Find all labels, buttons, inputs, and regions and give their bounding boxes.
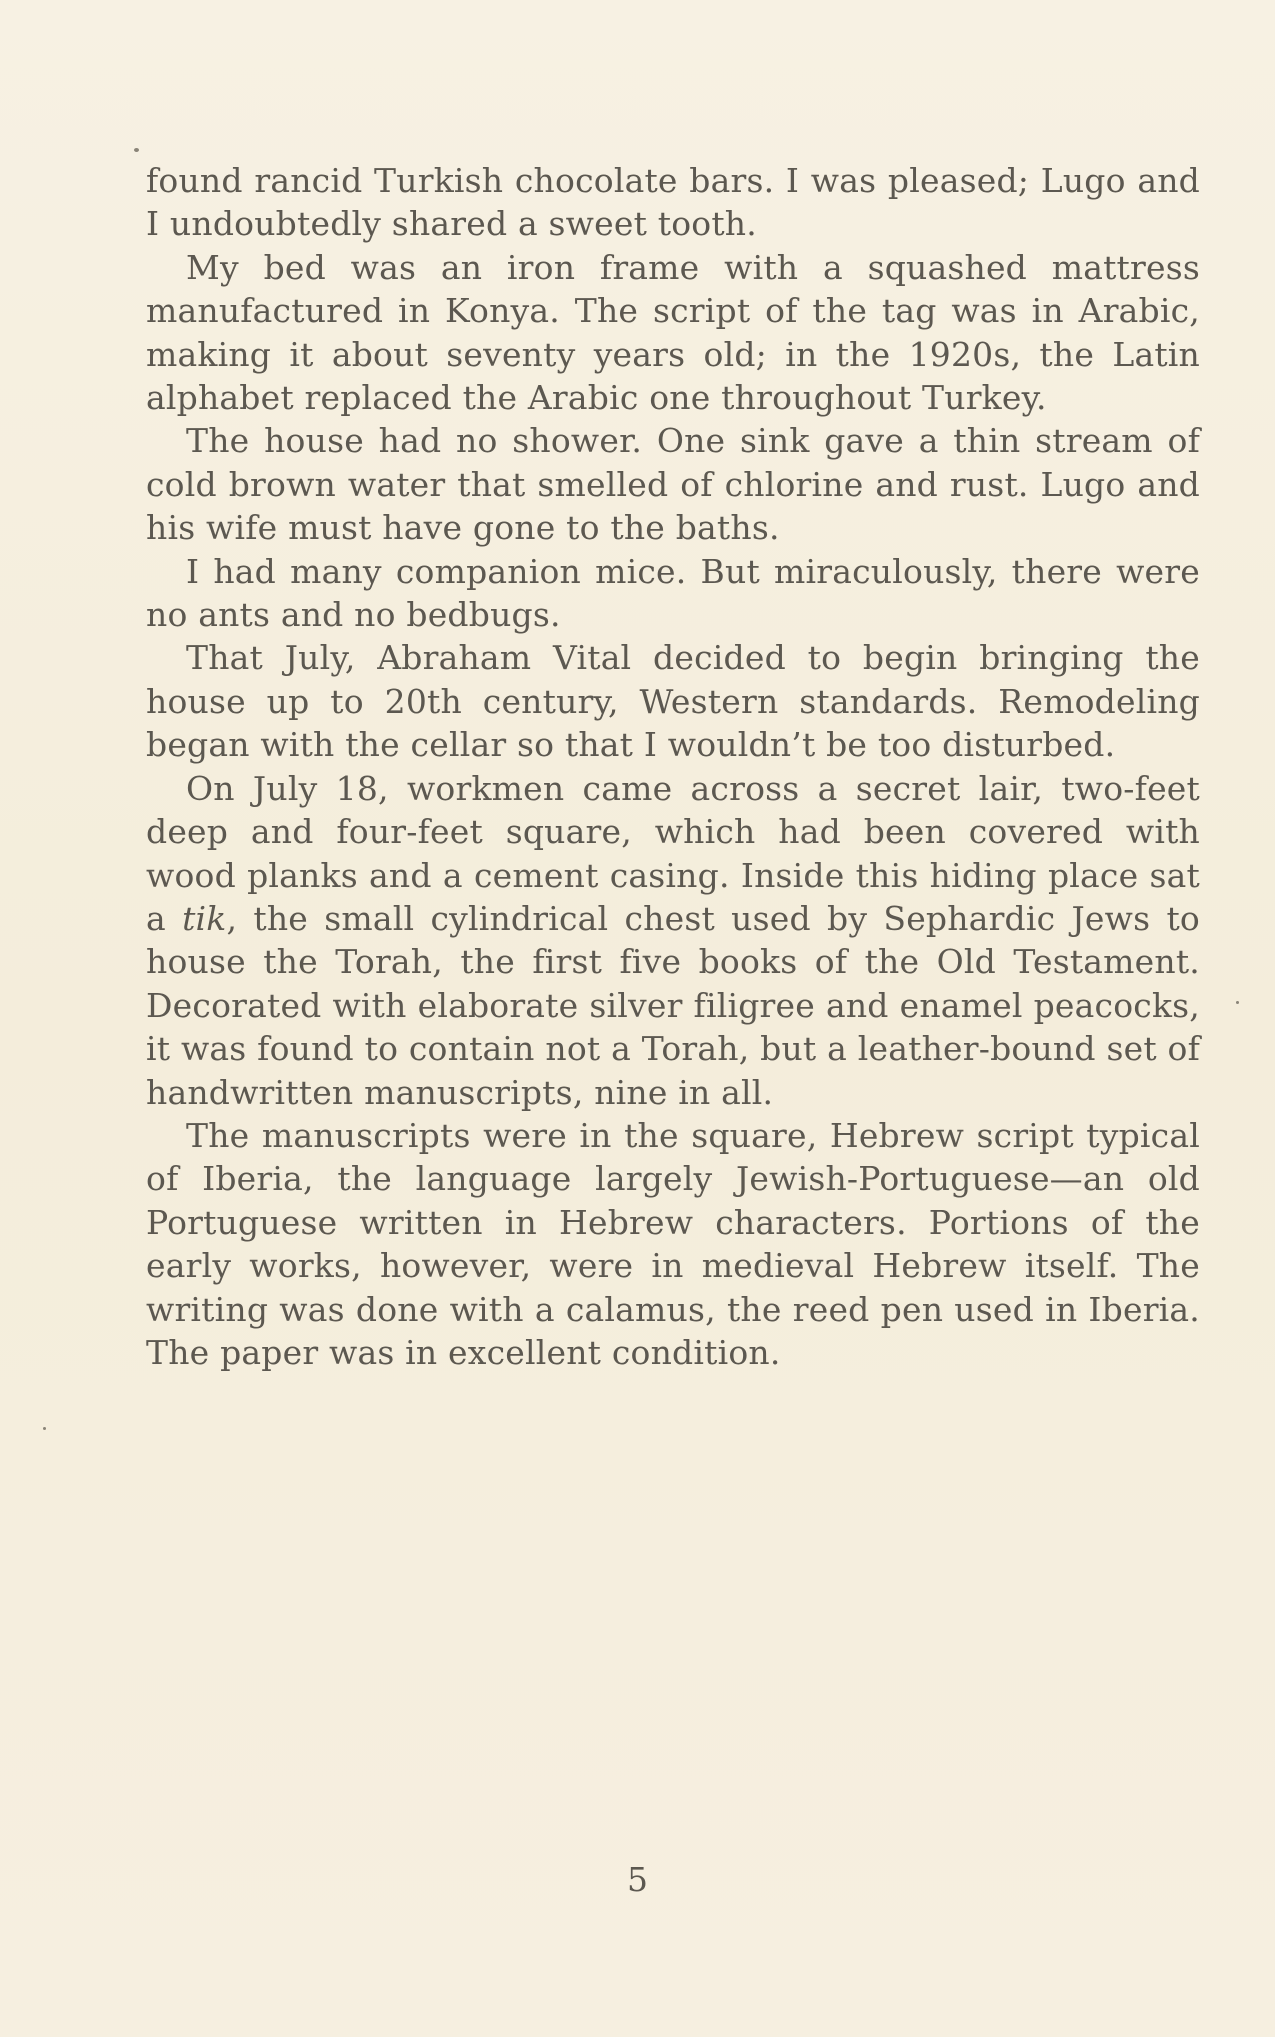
paragraph: The manuscripts were in the square, Hebrew script typical of Iberia, the language largely Jewish-Portuguese—an old Portuguese written in Hebrew characters. Portions of the early works, however, were in medieval Hebrew itself. The writing was done with a calamus, the reed pen used in Iberia. The paper was in excellent condition. — [146, 1115, 1200, 1372]
ink-speck — [134, 148, 139, 152]
page-number: 5 — [627, 1860, 648, 1899]
body-text — [146, 159, 1200, 1374]
paragraph: The house had no shower. One sink gave a thin stream of cold brown water that smelled of chlorine and rust. Lugo and his wife must have gone to the baths. — [146, 421, 1200, 548]
paragraph: found rancid Turkish chocolate bars. I was pleased; Lugo and I undoubtedly shared a sweet tooth. — [146, 161, 1200, 244]
ink-speck — [43, 1427, 46, 1430]
paragraph — [146, 767, 1200, 1114]
paragraph: My bed was an iron frame with a squashed mattress manufactured in Konya. The script of the tag was in Arabic, making it about seventy years old; in the 1920s, the Latin alphabet replaced the Arabic one throughout Turkey. — [146, 247, 1200, 418]
paragraph-text: , the small cylindrical chest used by Sephardic Jews to house the Torah, the first five books of the Old Testament. Decorated with elaborate silver filigree and enamel peacocks, it was found to contain not a Torah, but a leather-bound set of handwritten manuscripts, nine in all. — [146, 898, 1200, 1112]
paragraph-text: On July 18, workmen came across a secret lair, two-feet deep and four-feet square, which had been covered with wood planks and a cement casing. Inside this hiding place sat a — [146, 768, 1200, 938]
italic-term: tik — [182, 898, 227, 938]
paragraph: I had many companion mice. But miraculously, there were no ants and no bedbugs. — [146, 551, 1200, 635]
ink-speck — [1236, 1001, 1239, 1004]
paragraph: That July, Abraham Vital decided to begin bringing the house up to 20th century, Western standards. Remodeling began with the cellar so that I wouldn’t be too disturbed. — [146, 638, 1200, 765]
